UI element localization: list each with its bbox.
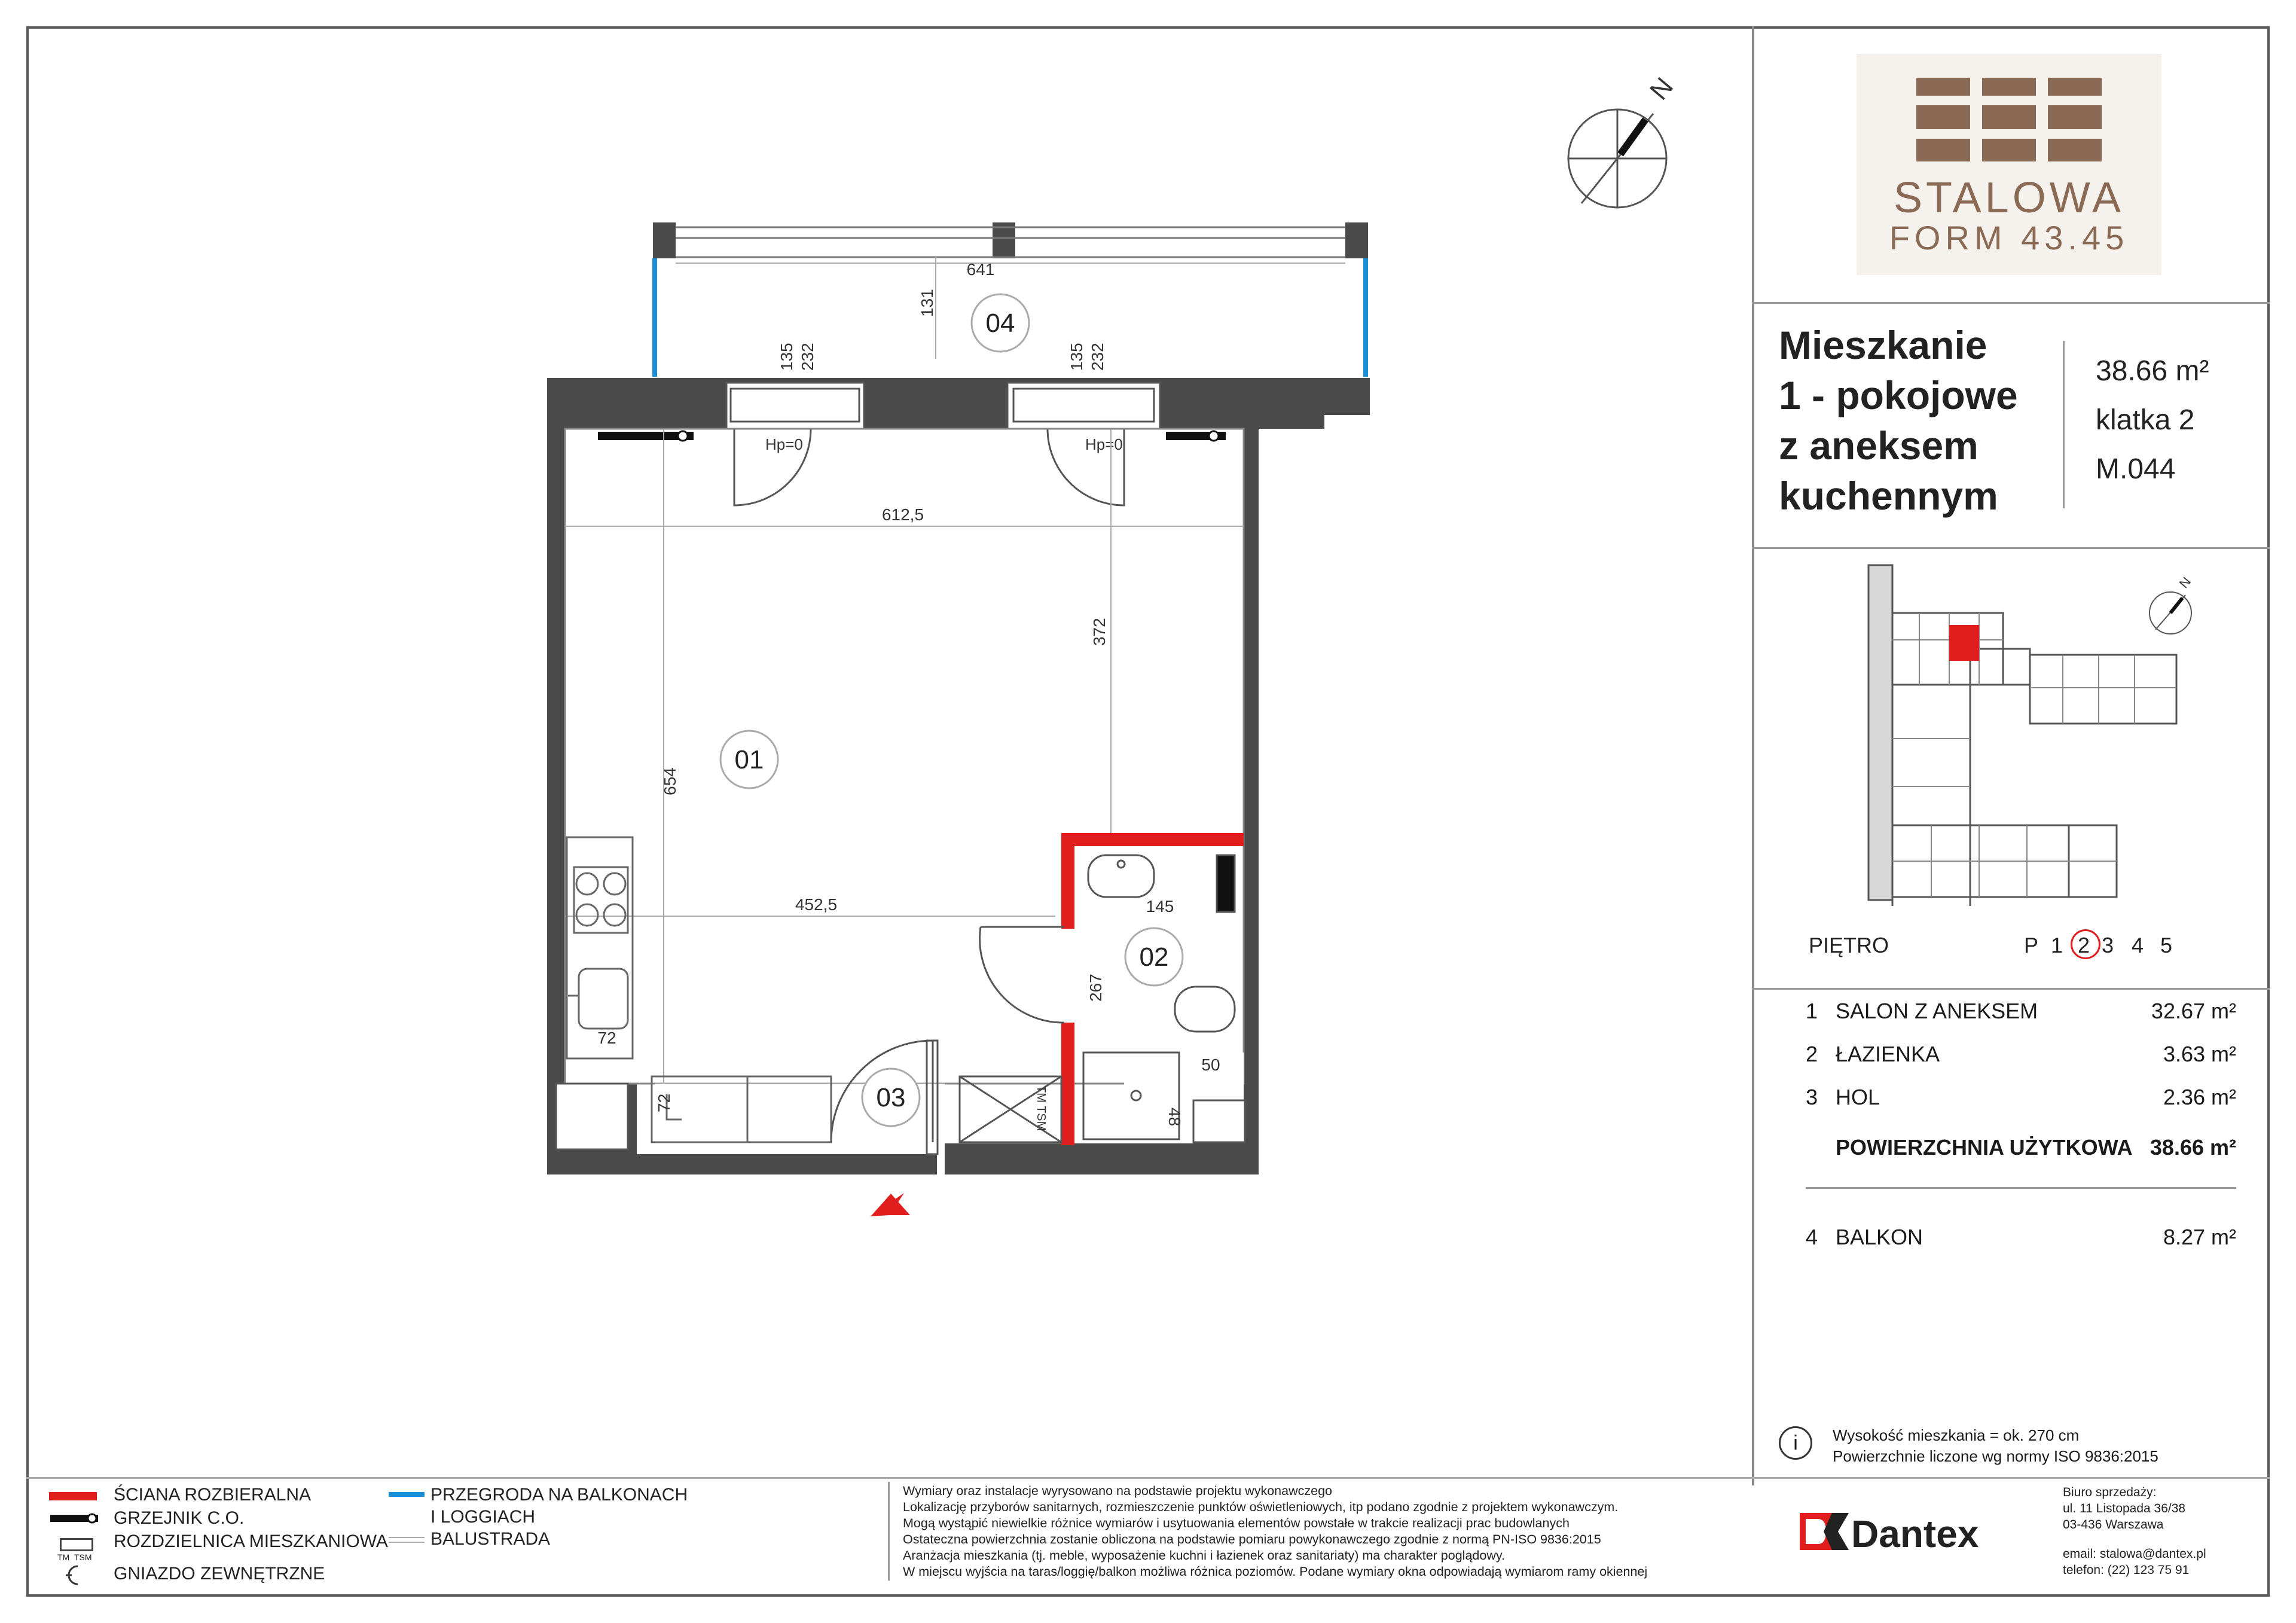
compass-icon: [1568, 72, 1679, 208]
table-divider: [1806, 1187, 2236, 1189]
room-area: 3.63 m²: [2163, 1042, 2236, 1066]
legend-radiator: GRZEJNIK C.O.: [114, 1508, 245, 1528]
dim-room-width: 612,5: [881, 505, 924, 524]
logo-line2: FORM 43.45: [1889, 219, 2129, 257]
legend-wall: ŚCIANA ROZBIERALNA: [114, 1485, 312, 1505]
hp-label-1: Hp=0: [765, 435, 803, 453]
legend-partition-line2: I LOGGIACH: [430, 1507, 536, 1527]
apartment-stairwell: klatka 2: [2096, 404, 2195, 436]
legend-distribution: ROZDZIELNICA MIESZKANIOWA: [114, 1532, 388, 1551]
disclaimer-line-6: W miejscu wyjścia na taras/loggię/balkon możliwa różnica poziomów. Podane wymiary okna odpowiadają wymiarom ramy okiennej: [903, 1564, 1648, 1579]
room-num: 3: [1806, 1085, 1818, 1109]
usable-area-row: [1806, 1135, 2236, 1165]
dantex-mark-icon: [1800, 1513, 1849, 1550]
footer-divider: [26, 1477, 2270, 1479]
room-row-1: [1806, 999, 2236, 1029]
compass-label: N: [1644, 72, 1680, 106]
office-line-1: Biuro sprzedaży:: [2063, 1485, 2157, 1499]
legend-socket-icon: [63, 1563, 87, 1587]
room-label-03: 03: [876, 1083, 906, 1112]
dim-room-depth: 372: [1090, 618, 1109, 646]
office-email[interactable]: email: stalowa@dantex.pl: [2063, 1547, 2206, 1561]
selected-floor-ring: [2071, 929, 2100, 959]
office-info: [2063, 1484, 2206, 1578]
floor-p[interactable]: P: [2024, 933, 2039, 957]
dim-window1-a: 135: [777, 343, 796, 371]
floor-5[interactable]: 5: [2160, 933, 2173, 957]
legend-wall-swatch: [49, 1492, 97, 1500]
panel-divider: [1752, 26, 1754, 1485]
office-line-2: ul. 11 Listopada 36/38: [2063, 1502, 2186, 1515]
disclaimer-line-1: Wymiary oraz instalacje wyrysowano na podstawie projektu wykonawczego: [903, 1484, 1332, 1498]
apartment-area: 38.66 m²: [2096, 355, 2209, 387]
legend-partition-line1: PRZEGRODA NA BALKONACH: [430, 1485, 688, 1505]
svg-text:N: N: [2176, 573, 2194, 591]
room-row-2: [1806, 1042, 2236, 1072]
dim-window2-a: 135: [1067, 343, 1086, 371]
dim-balcony-width: 641: [966, 260, 995, 279]
logo-bricks-icon: [1910, 78, 2108, 161]
disclaimer-divider: [888, 1482, 890, 1581]
dim-balcony-depth: 131: [918, 289, 936, 317]
selected-unit-highlight: [1949, 625, 1979, 661]
room-row-3: [1806, 1085, 2236, 1115]
dim-kitchen-depth: 72: [597, 1029, 616, 1047]
hp-label-2: Hp=0: [1085, 435, 1123, 453]
logo: [1857, 54, 2161, 275]
apartment-interior: [565, 429, 1244, 1084]
info-norm: Powierzchnie liczone wg normy ISO 9836:2015: [1833, 1447, 2158, 1465]
logo-divider: [1752, 302, 2270, 304]
legend-railing-swatch: [389, 1537, 425, 1543]
usable-area-label: POWIERZCHNIA UŻYTKOWA: [1836, 1135, 2133, 1160]
room-area: 32.67 m²: [2151, 999, 2236, 1023]
floor-selector: [2024, 933, 2179, 963]
title-bottom-divider: [1752, 547, 2270, 549]
office-phone[interactable]: telefon: (22) 123 75 91: [2063, 1563, 2190, 1577]
legend-distribution-swatch: [60, 1538, 93, 1551]
dim-tm-tag: TM TSM: [1034, 1085, 1048, 1131]
room-label-02: 02: [1139, 942, 1169, 972]
dim-kitchen-width: 452,5: [795, 895, 838, 914]
legend-radiator-icon: [49, 1510, 103, 1528]
apartment-unit: M.044: [2096, 453, 2176, 485]
room-name: HOL: [1836, 1085, 1880, 1109]
balcony-row: [1806, 1225, 2236, 1255]
dim-bath-width: 145: [1146, 897, 1174, 916]
floor-2[interactable]: 2: [2078, 933, 2090, 957]
floor-3[interactable]: 3: [2102, 933, 2114, 957]
dim-bath-height: 267: [1086, 974, 1105, 1002]
disclaimer-line-3: Mogą wystąpić niewielkie różnice wymiarów i usytuowania elementów powstałe w trakcie realizacji prac budowlanych: [903, 1516, 1570, 1530]
title-line-1: Mieszkanie: [1779, 323, 1987, 367]
room-area: 8.27 m²: [2163, 1225, 2236, 1249]
key-plan-compass-icon: [2150, 574, 2194, 634]
floor-label: PIĘTRO: [1809, 933, 1889, 957]
legend-partition-swatch: [389, 1492, 425, 1497]
dim-window2-b: 232: [1088, 343, 1107, 371]
brand-name: Dantex: [1851, 1512, 1979, 1555]
office-line-3: 03-436 Warszawa: [2063, 1518, 2164, 1532]
room-name: BALKON: [1836, 1225, 1923, 1249]
disclaimer-line-5: Aranżacja mieszkania (tj. meble, wyposażenie kuchni i łazienek oraz sanitariaty) ma charakter poglądowy.: [903, 1548, 1505, 1563]
disclaimer-line-2: Lokalizację przyborów sanitarnych, rozmieszczenie punktów oświetleniowych, itp podano zgodnie z projektem wykonawczym.: [903, 1500, 1619, 1514]
usable-area-value: 38.66 m²: [2150, 1135, 2236, 1160]
floor-divider: [1752, 988, 2270, 990]
building-key-plan: [1860, 559, 2218, 906]
floor-1[interactable]: 1: [2051, 933, 2063, 957]
room-num: 1: [1806, 999, 1818, 1023]
legend-distribution-tag-tsm: TSM: [74, 1552, 92, 1562]
info-icon: i: [1779, 1426, 1812, 1460]
room-num: 4: [1806, 1225, 1818, 1249]
info-height: Wysokość mieszkania = ok. 270 cm: [1833, 1426, 2080, 1444]
room-name: SALON Z ANEKSEM: [1836, 999, 2038, 1023]
title-line-4: kuchennym: [1779, 474, 1998, 518]
disclaimer: [903, 1483, 1752, 1580]
logo-line1: STALOWA: [1893, 174, 2125, 222]
legend-socket: GNIAZDO ZEWNĘTRZNE: [114, 1564, 325, 1584]
title-line-3: z aneksem: [1779, 423, 1979, 468]
apartment-meta: [2096, 347, 2209, 494]
legend-distribution-tag-tm: TM: [57, 1552, 70, 1562]
dim-hall-depth: 72: [655, 1093, 673, 1112]
dim-window1-b: 232: [798, 343, 817, 371]
disclaimer-line-4: Ostateczna powierzchnia zostanie obliczona na podstawie pomiaru powykonawczego zgodnie z normą PN-ISO 9836:2015: [903, 1532, 1601, 1546]
dim-room-height: 654: [661, 767, 679, 795]
floor-4[interactable]: 4: [2132, 933, 2144, 957]
apartment-title: [1779, 320, 2030, 521]
title-line-2: 1 - pokojowe: [1779, 373, 2018, 417]
room-label-01: 01: [734, 745, 764, 774]
legend-railing: BALUSTRADA: [430, 1529, 551, 1549]
dim-shower-b: 48: [1165, 1108, 1184, 1127]
room-label-04: 04: [985, 309, 1015, 338]
dim-shower-a: 50: [1201, 1055, 1220, 1074]
title-divider: [2063, 341, 2065, 508]
room-num: 2: [1806, 1042, 1818, 1066]
room-area: 2.36 m²: [2163, 1085, 2236, 1109]
room-name: ŁAZIENKA: [1836, 1042, 1940, 1066]
